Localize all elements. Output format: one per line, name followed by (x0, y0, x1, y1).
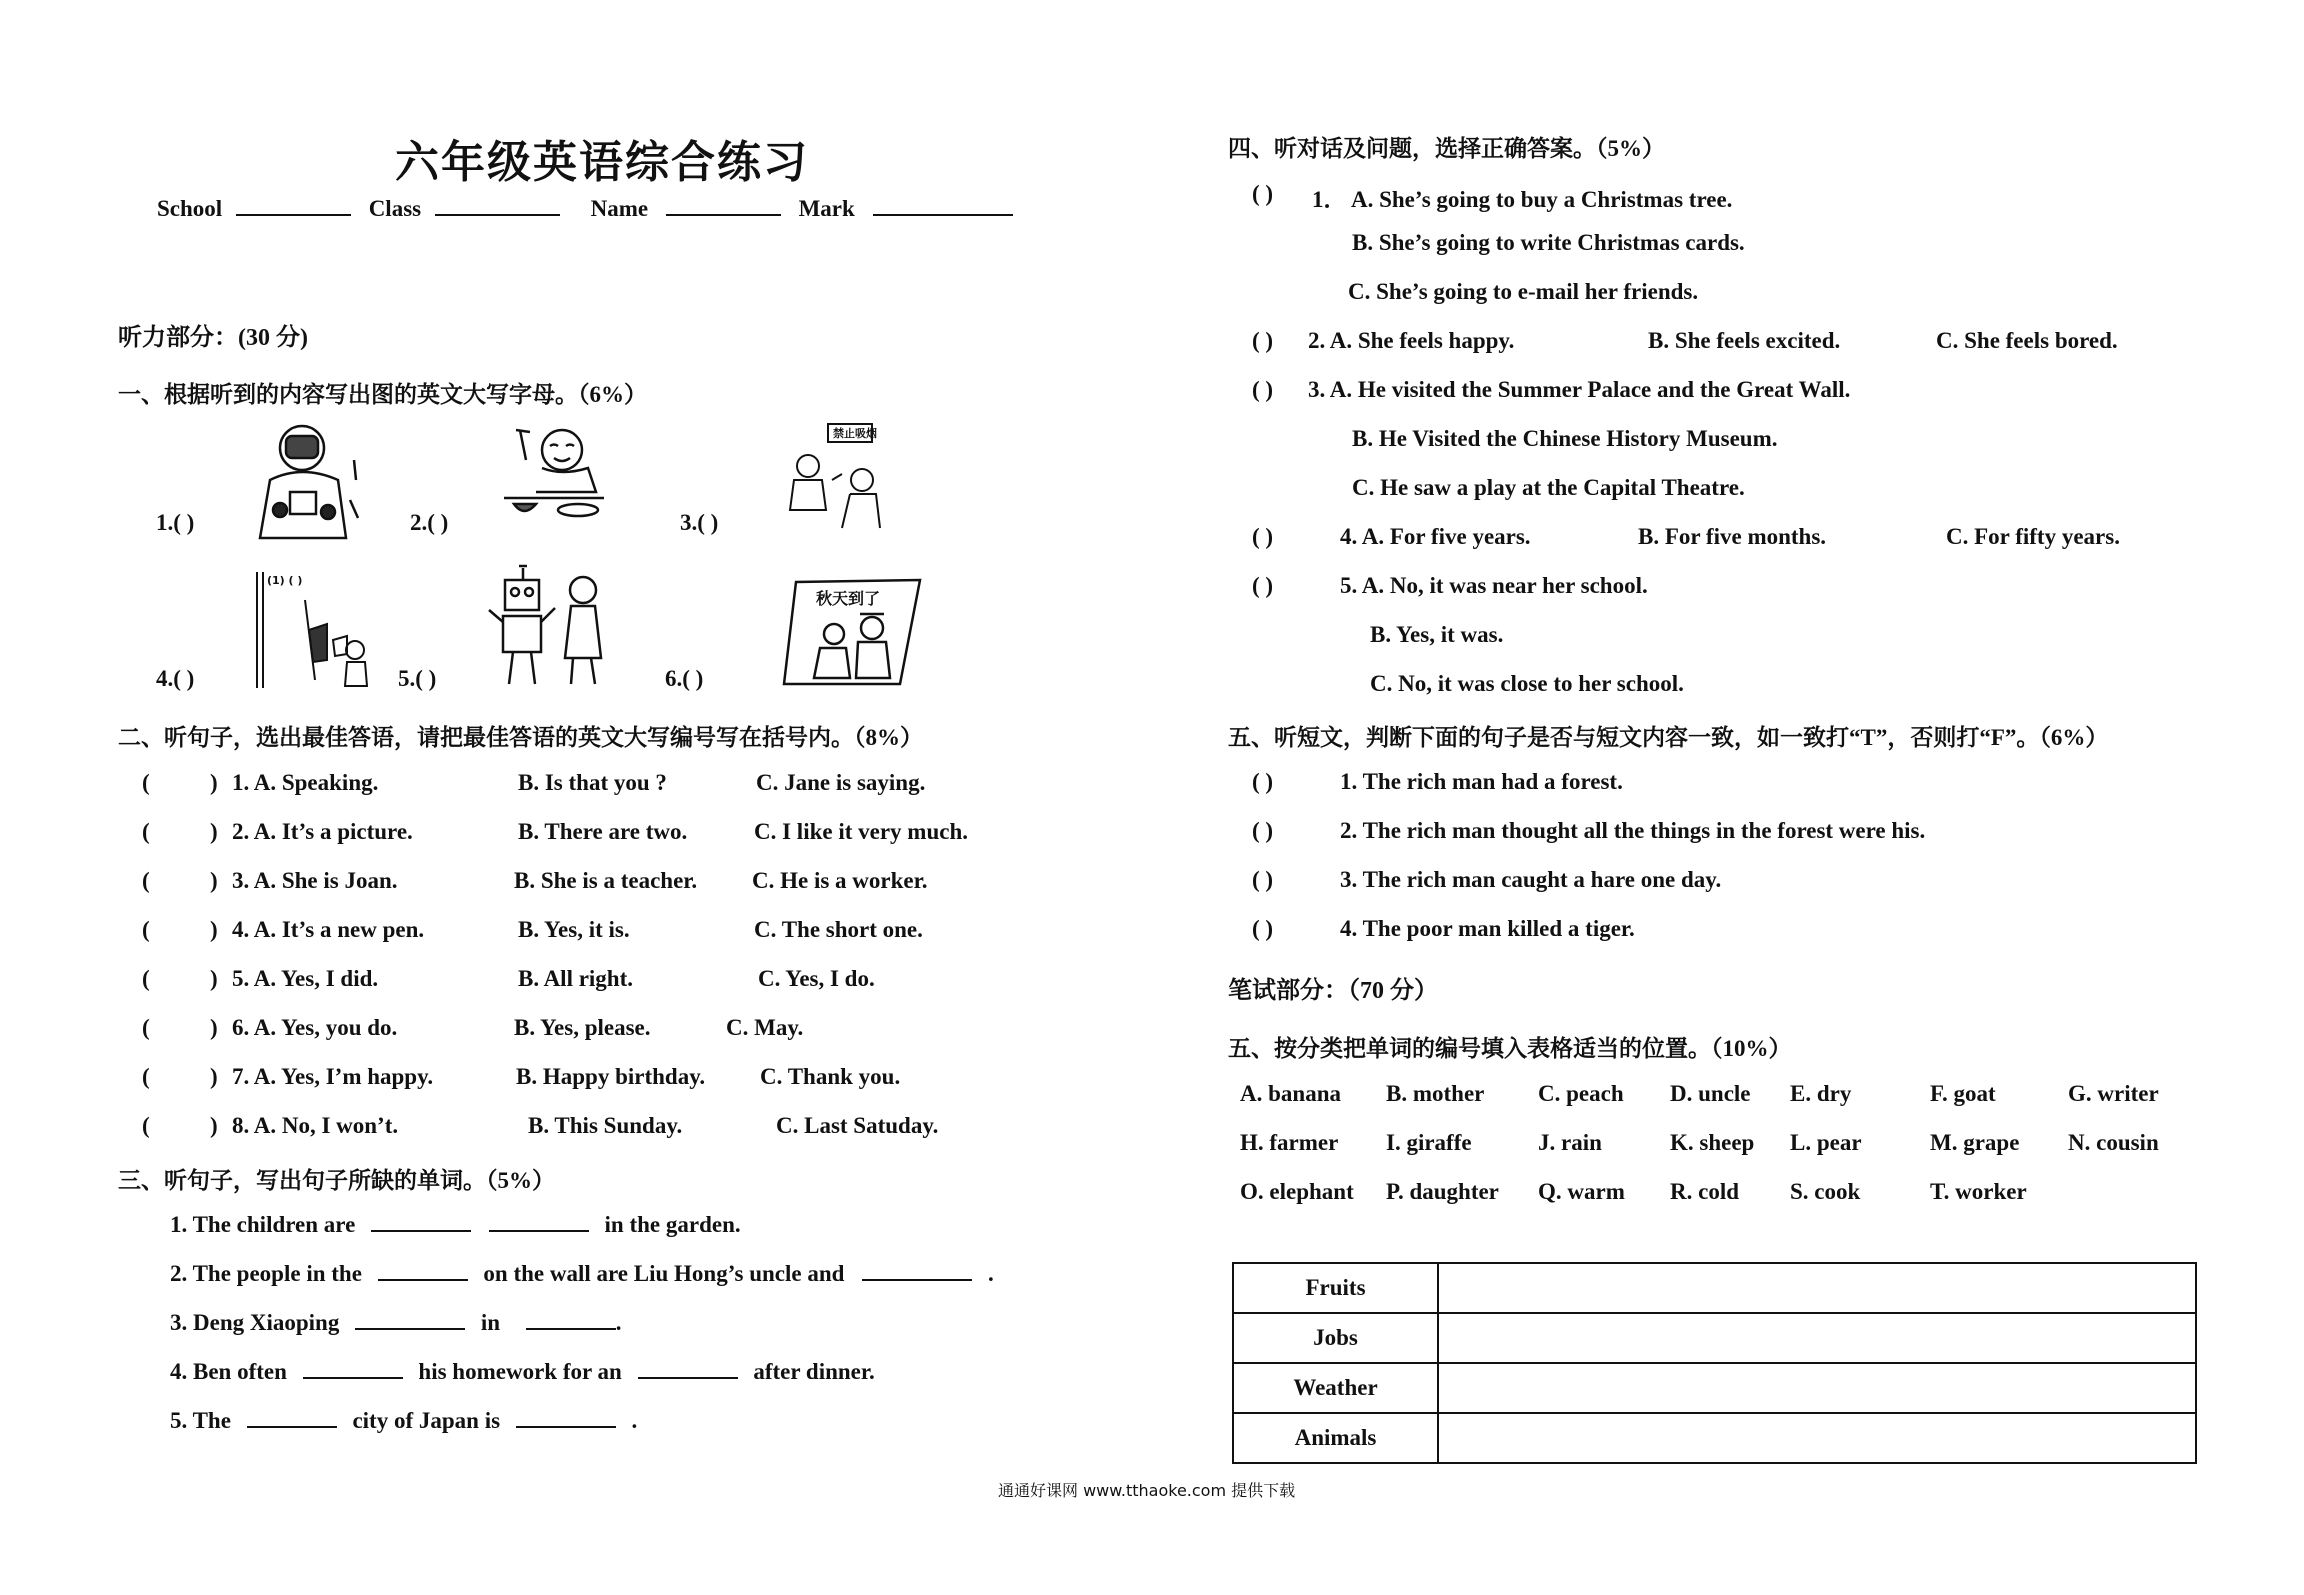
fill-blank[interactable] (355, 1310, 465, 1330)
word: L. pear (1790, 1130, 1862, 1155)
fill-blank[interactable] (371, 1212, 471, 1232)
pic6-sign-text: 秋天到了 (816, 589, 881, 608)
book-picture (780, 570, 930, 690)
sec1-item-6[interactable]: 6.( ) (665, 666, 704, 691)
bracket[interactable]: ( (142, 1015, 150, 1040)
category-table (1232, 1262, 2197, 1464)
word: M. grape (1930, 1130, 2020, 1155)
sec4-q3-c: C. He saw a play at the Capital Theatre. (1352, 475, 1745, 500)
sec2-option-b: B. Is that you ? (518, 770, 667, 795)
sec4-q2-c: C. She feels bored. (1936, 328, 2118, 353)
word: D. uncle (1670, 1081, 1751, 1106)
page-title: 六年级英语综合练习 (395, 138, 809, 187)
sec2-option-a: 4. A. It’s a new pen. (232, 917, 425, 942)
robot-picture (485, 560, 615, 690)
sec4-q5-c: C. No, it was close to her school. (1370, 671, 1684, 696)
fill-blank[interactable] (526, 1310, 616, 1330)
sec2-option-a: 3. A. She is Joan. (232, 868, 398, 893)
bracket: ) (210, 917, 218, 942)
sec4-q4-b: B. For five months. (1638, 524, 1827, 549)
sec2-option-a: 1. A. Speaking. (232, 770, 379, 795)
bracket: ) (210, 770, 218, 795)
sec2-option-b: B. She is a teacher. (514, 868, 698, 893)
sec1-item-4[interactable]: 4.( ) (156, 666, 195, 691)
table-row (1233, 1263, 2196, 1313)
sec3-heading: 三、听句子，写出句子所缺的单词。（5%） (118, 1168, 555, 1193)
sec2-option-c: C. May. (726, 1015, 804, 1040)
bracket[interactable]: ( ) (1252, 818, 1274, 843)
bracket[interactable]: ( ) (1252, 573, 1274, 598)
bracket: ) (210, 966, 218, 991)
sec4-q5-b: B. Yes, it was. (1370, 622, 1504, 647)
sec2-option-a: 2. A. It’s a picture. (232, 819, 413, 844)
theatre-picture (255, 570, 375, 690)
nosmoking-picture (780, 420, 890, 530)
sec2-option-a: 5. A. Yes, I did. (232, 966, 379, 991)
eating-boy-picture (500, 420, 610, 530)
sec1-heading: 一、根据听到的内容写出图的英文大写字母。（6%） (118, 382, 647, 407)
sec5-item-4: 4. The poor man killed a tiger. (1340, 916, 1635, 941)
sec3-sentence-2: 2. The people in the on the wall are Liu Hong’s uncle and . (170, 1261, 994, 1286)
word: O. elephant (1240, 1179, 1354, 1204)
astronaut-picture (250, 420, 370, 540)
sec3-sentence-4: 4. Ben often his homework for an after dinner. (170, 1359, 875, 1384)
school-blank[interactable] (236, 196, 351, 216)
sec4-q4-a: 4. A. For five years. (1340, 524, 1531, 549)
fill-blank[interactable] (303, 1359, 403, 1379)
bracket: ) (210, 1015, 218, 1040)
word: K. sheep (1670, 1130, 1755, 1155)
word: A. banana (1240, 1081, 1341, 1106)
table-row (1233, 1413, 2196, 1463)
sec4-q4-c: C. For fifty years. (1946, 524, 2120, 549)
bracket[interactable]: ( ) (1252, 181, 1274, 206)
fill-blank[interactable] (378, 1261, 468, 1281)
sec4-q3-b: B. He Visited the Chinese History Museum. (1352, 426, 1778, 451)
writing-header: 笔试部分：（70 分） (1228, 978, 1438, 1004)
sec4-q1-c: C. She’s going to e-mail her friends. (1348, 279, 1699, 304)
sec5-item-3: 3. The rich man caught a hare one day. (1340, 867, 1722, 892)
sec2-option-b: B. Yes, it is. (518, 917, 630, 942)
table-label-animals: Animals (1233, 1413, 1438, 1463)
bracket[interactable]: ( (142, 770, 150, 795)
sec3-sentence-3: 3. Deng Xiaoping in . (170, 1310, 622, 1335)
sec2-option-b: B. All right. (518, 966, 634, 991)
bracket[interactable]: ( (142, 868, 150, 893)
header-fields (157, 196, 1013, 222)
word: C. peach (1538, 1081, 1624, 1106)
sec3-sentence-5: 5. The city of Japan is . (170, 1408, 638, 1433)
bracket: ) (210, 1113, 218, 1138)
sec4-q1: 1． A. She’s going to buy a Christmas tree. (1312, 187, 1733, 212)
word: R. cold (1670, 1179, 1739, 1204)
fill-blank[interactable] (247, 1408, 337, 1428)
sec5-item-1: 1. The rich man had a forest. (1340, 769, 1623, 794)
table-label-jobs: Jobs (1233, 1313, 1438, 1363)
name-label: Name (590, 196, 649, 221)
sec4-q1-b: B. She’s going to write Christmas cards. (1352, 230, 1745, 255)
bracket[interactable]: ( (142, 1064, 150, 1089)
word: B. mother (1386, 1081, 1485, 1106)
answer-cell[interactable] (1438, 1313, 2196, 1363)
word: N. cousin (2068, 1130, 2159, 1155)
bracket[interactable]: ( ) (1252, 377, 1274, 402)
sec4-q5: 5. A. No, it was near her school. (1340, 573, 1648, 598)
sec1-item-5[interactable]: 5.( ) (398, 666, 437, 691)
sec2-heading: 二、听句子，选出最佳答语，请把最佳答语的英文大写编号写在括号内。（8%） (118, 725, 923, 750)
answer-cell[interactable] (1438, 1413, 2196, 1463)
word: I. giraffe (1386, 1130, 1472, 1155)
pic3-sign-text: 禁止吸烟 (833, 427, 877, 440)
word: S. cook (1790, 1179, 1861, 1204)
sec3-sentence-1: 1. The children are in the garden. (170, 1212, 741, 1237)
bracket[interactable]: ( (142, 1113, 150, 1138)
sec2-option-b: B. There are two. (518, 819, 688, 844)
sec2-option-b: B. Happy birthday. (516, 1064, 706, 1089)
bracket: ) (210, 868, 218, 893)
sec2-option-a: 6. A. Yes, you do. (232, 1015, 398, 1040)
class-label: Class (368, 196, 422, 221)
bracket[interactable]: ( ) (1252, 524, 1274, 549)
name-blank[interactable] (666, 196, 781, 216)
bracket[interactable]: ( (142, 819, 150, 844)
sec2-option-b: B. This Sunday. (528, 1113, 683, 1138)
school-label: School (157, 196, 223, 221)
word: G. writer (2068, 1081, 2159, 1106)
sec2-option-a: 7. A. Yes, I’m happy. (232, 1064, 434, 1089)
footer-credit: 通通好课网 www.tthaoke.com 提供下载 (998, 1481, 1296, 1500)
bracket[interactable]: ( ) (1252, 328, 1274, 353)
bracket[interactable]: ( ) (1252, 769, 1274, 794)
sec2-option-c: C. Jane is saying. (756, 770, 926, 795)
bracket: ) (210, 819, 218, 844)
table-label-fruits: Fruits (1233, 1263, 1438, 1313)
mark-label: Mark (798, 196, 855, 221)
fill-blank[interactable] (516, 1408, 616, 1428)
sec2-option-c: C. Last Satuday. (776, 1113, 939, 1138)
sec5-item-2: 2. The rich man thought all the things in the forest were his. (1340, 818, 1926, 843)
sec4-heading: 四、听对话及问题，选择正确答案。（5%） (1228, 136, 1665, 161)
table-label-weather: Weather (1233, 1363, 1438, 1413)
sec2-option-c: C. Yes, I do. (758, 966, 875, 991)
word: T. worker (1930, 1179, 2027, 1204)
sec4-q2-a: 2. A. She feels happy. (1308, 328, 1515, 353)
table-row (1233, 1313, 2196, 1363)
word: P. daughter (1386, 1179, 1499, 1204)
bracket: ) (210, 1064, 218, 1089)
sec1-item-2[interactable]: 2.( ) (410, 510, 449, 535)
sec4-q2-b: B. She feels excited. (1648, 328, 1841, 353)
sec2-option-a: 8. A. No, I won’t. (232, 1113, 399, 1138)
sec5-heading: 五、听短文，判断下面的句子是否与短文内容一致，如一致打“T”，否则打“F”。（6%） (1228, 725, 2109, 750)
class-blank[interactable] (435, 196, 560, 216)
sec1-item-3[interactable]: 3.( ) (680, 510, 719, 535)
sec4-q3: 3. A. He visited the Summer Palace and the Great Wall. (1308, 377, 1851, 402)
fill-blank[interactable] (638, 1359, 738, 1379)
word: J. rain (1538, 1130, 1602, 1155)
word: Q. warm (1538, 1179, 1625, 1204)
sec2-option-c: C. He is a worker. (752, 868, 928, 893)
sec1-item-1[interactable]: 1.( ) (156, 510, 195, 535)
sec2-option-c: C. I like it very much. (754, 819, 969, 844)
bracket[interactable]: ( ) (1252, 916, 1274, 941)
bracket[interactable]: ( (142, 917, 150, 942)
pic4-label-text: (1) ( ) (267, 574, 303, 587)
answer-cell[interactable] (1438, 1363, 2196, 1413)
sec2-option-b: B. Yes, please. (514, 1015, 651, 1040)
word: E. dry (1790, 1081, 1852, 1106)
mark-blank[interactable] (873, 196, 1013, 216)
fill-blank[interactable] (862, 1261, 972, 1281)
fill-blank[interactable] (489, 1212, 589, 1232)
bracket[interactable]: ( ) (1252, 867, 1274, 892)
listening-header: 听力部分：(30 分) (118, 325, 308, 351)
sec6-heading: 五、按分类把单词的编号填入表格适当的位置。（10%） (1228, 1036, 1792, 1061)
table-row (1233, 1363, 2196, 1413)
bracket[interactable]: ( (142, 966, 150, 991)
word: H. farmer (1240, 1130, 1339, 1155)
answer-cell[interactable] (1438, 1263, 2196, 1313)
sec2-option-c: C. The short one. (754, 917, 923, 942)
word: F. goat (1930, 1081, 1996, 1106)
sec2-option-c: C. Thank you. (760, 1064, 901, 1089)
